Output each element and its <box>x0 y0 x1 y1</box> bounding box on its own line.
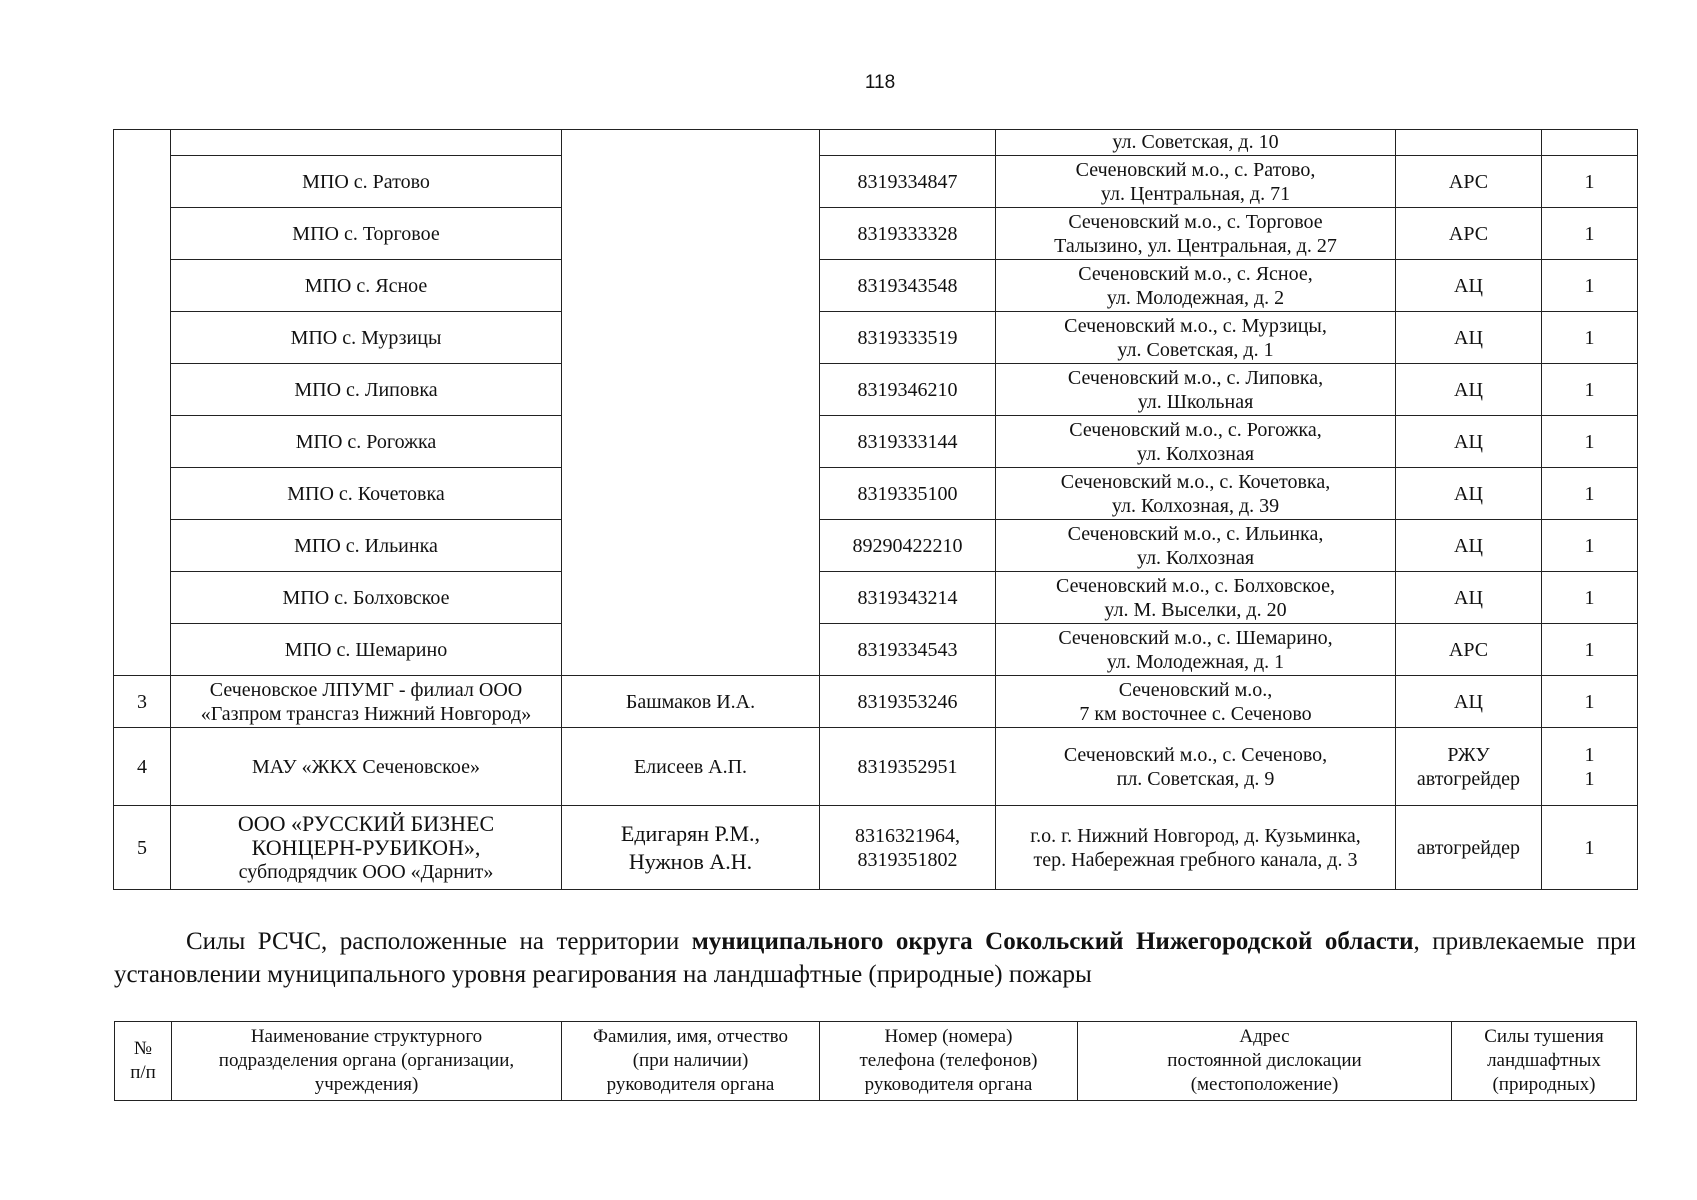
org-cell: МПО с. Липовка <box>171 364 562 416</box>
phone-cell: 8319353246 <box>820 676 996 728</box>
org-cell: МПО с. Ратово <box>171 156 562 208</box>
equipment-cell: АРС <box>1396 156 1542 208</box>
table-row <box>114 520 1638 572</box>
equipment-cell: АЦ <box>1396 676 1542 728</box>
table-row <box>114 312 1638 364</box>
table-row <box>114 364 1638 416</box>
header-row <box>115 1022 1637 1101</box>
equipment-cell: РЖУ автогрейдер <box>1396 728 1542 806</box>
org-cell: Сеченовское ЛПУМГ - филиал ООО «Газпром трансгаз Нижний Новгород» <box>171 676 562 728</box>
org-cell: МПО с. Болховское <box>171 572 562 624</box>
phone-cell: 8319334847 <box>820 156 996 208</box>
page-number: 118 <box>864 72 896 93</box>
equipment-cell: АЦ <box>1396 572 1542 624</box>
head-cell: Башмаков И.А. <box>562 676 820 728</box>
org-cell: МПО с. Шемарино <box>171 624 562 676</box>
address-cell: Сеченовский м.о., с. Рогожка, ул. Колхозная <box>996 416 1396 468</box>
address-cell: г.о. г. Нижний Новгород, д. Кузьминка, тер. Набережная гребного канала, д. 3 <box>996 806 1396 890</box>
count-cell: 1 <box>1542 624 1638 676</box>
equipment-cell: АЦ <box>1396 312 1542 364</box>
table-row <box>114 260 1638 312</box>
phone-cell: 8319335100 <box>820 468 996 520</box>
table-row <box>114 130 1638 156</box>
phone-cell: 8319343214 <box>820 572 996 624</box>
count-cell: 1 <box>1542 416 1638 468</box>
address-cell: Сеченовский м.о., с. Мурзицы, ул. Советская, д. 1 <box>996 312 1396 364</box>
address-cell: Сеченовский м.о., с. Шемарино, ул. Молодежная, д. 1 <box>996 624 1396 676</box>
org-cell: МПО с. Рогожка <box>171 416 562 468</box>
equipment-cell: АЦ <box>1396 364 1542 416</box>
address-cell: Сеченовский м.о., с. Ильинка, ул. Колхозная <box>996 520 1396 572</box>
header-col-head: Фамилия, имя, отчество (при наличии) руководителя органа <box>562 1022 820 1101</box>
org-cell: МПО с. Кочетовка <box>171 468 562 520</box>
phone-cell: 8319333328 <box>820 208 996 260</box>
count-cell <box>1542 130 1638 156</box>
table-row <box>114 156 1638 208</box>
head-cell <box>562 130 820 676</box>
address-cell: Сеченовский м.о., с. Кочетовка, ул. Колхозная, д. 39 <box>996 468 1396 520</box>
table-row <box>114 624 1638 676</box>
row-number-cell <box>114 130 171 676</box>
address-cell: ул. Советская, д. 10 <box>996 130 1396 156</box>
header-col-name: Наименование структурного подразделения органа (организации, учреждения) <box>172 1022 562 1101</box>
org-cell <box>171 130 562 156</box>
address-cell: Сеченовский м.о., с. Торговое Талызино, ул. Центральная, д. 27 <box>996 208 1396 260</box>
table-row <box>114 728 1638 806</box>
count-cell: 1 <box>1542 260 1638 312</box>
count-cell: 1 <box>1542 156 1638 208</box>
row-number-cell: 5 <box>114 806 171 890</box>
header-col-number: № п/п <box>115 1022 172 1101</box>
count-cell: 1 <box>1542 208 1638 260</box>
org-cell: МАУ «ЖКХ Сеченовское» <box>171 728 562 806</box>
address-cell: Сеченовский м.о., с. Болховское, ул. М. Выселки, д. 20 <box>996 572 1396 624</box>
count-cell: 1 1 <box>1542 728 1638 806</box>
org-cell: МПО с. Ильинка <box>171 520 562 572</box>
phone-cell: 8319343548 <box>820 260 996 312</box>
equipment-cell: АЦ <box>1396 520 1542 572</box>
count-cell: 1 <box>1542 312 1638 364</box>
table-row <box>114 468 1638 520</box>
head-cell: Едигарян Р.М., Нужнов А.Н. <box>562 806 820 890</box>
count-cell: 1 <box>1542 468 1638 520</box>
table-row <box>114 208 1638 260</box>
address-cell: Сеченовский м.о., с. Липовка, ул. Школьная <box>996 364 1396 416</box>
equipment-cell <box>1396 130 1542 156</box>
org-cell: МПО с. Торговое <box>171 208 562 260</box>
count-cell: 1 <box>1542 806 1638 890</box>
equipment-cell: АЦ <box>1396 416 1542 468</box>
address-cell: Сеченовский м.о., с. Ратово, ул. Центральная, д. 71 <box>996 156 1396 208</box>
row-number-cell: 4 <box>114 728 171 806</box>
forces-table <box>113 129 1638 890</box>
section-heading: Силы РСЧС, расположенные на территории муниципального округа Сокольский Нижегородской области, привлекаемые при установлении муниципального уровня реагирования на ландшафтные (природные) пожары <box>114 928 1636 988</box>
count-cell: 1 <box>1542 364 1638 416</box>
header-col-phone: Номер (номера) телефона (телефонов) руководителя органа <box>820 1022 1078 1101</box>
head-cell: Елисеев А.П. <box>562 728 820 806</box>
address-cell: Сеченовский м.о., 7 км восточнее с. Сеченово <box>996 676 1396 728</box>
table-row <box>114 806 1638 890</box>
address-cell: Сеченовский м.о., с. Сеченово, пл. Советская, д. 9 <box>996 728 1396 806</box>
header-col-address: Адрес постоянной дислокации (местоположение) <box>1078 1022 1452 1101</box>
phone-cell: 8319346210 <box>820 364 996 416</box>
org-cell: МПО с. Мурзицы <box>171 312 562 364</box>
equipment-cell: АРС <box>1396 624 1542 676</box>
phone-cell: 89290422210 <box>820 520 996 572</box>
count-cell: 1 <box>1542 676 1638 728</box>
table-row <box>114 676 1638 728</box>
org-cell: МПО с. Ясное <box>171 260 562 312</box>
count-cell: 1 <box>1542 520 1638 572</box>
equipment-cell: АРС <box>1396 208 1542 260</box>
equipment-cell: АЦ <box>1396 260 1542 312</box>
phone-cell <box>820 130 996 156</box>
address-cell: Сеченовский м.о., с. Ясное, ул. Молодежная, д. 2 <box>996 260 1396 312</box>
equipment-cell: АЦ <box>1396 468 1542 520</box>
phone-cell: 8316321964, 8319351802 <box>820 806 996 890</box>
phone-cell: 8319333144 <box>820 416 996 468</box>
equipment-cell: автогрейдер <box>1396 806 1542 890</box>
row-number-cell: 3 <box>114 676 171 728</box>
heading-bold-region: муниципального округа Сокольский Нижегородской области <box>691 928 1414 955</box>
count-cell: 1 <box>1542 572 1638 624</box>
table-row <box>114 416 1638 468</box>
next-table-header <box>114 1021 1637 1101</box>
phone-cell: 8319352951 <box>820 728 996 806</box>
table-row <box>114 572 1638 624</box>
org-cell: ООО «РУССКИЙ БИЗНЕС КОНЦЕРН-РУБИКОН», субподрядчик ООО «Дарнит» <box>171 806 562 890</box>
phone-cell: 8319334543 <box>820 624 996 676</box>
header-col-forces: Силы тушения ландшафтных (природных) <box>1452 1022 1637 1101</box>
phone-cell: 8319333519 <box>820 312 996 364</box>
